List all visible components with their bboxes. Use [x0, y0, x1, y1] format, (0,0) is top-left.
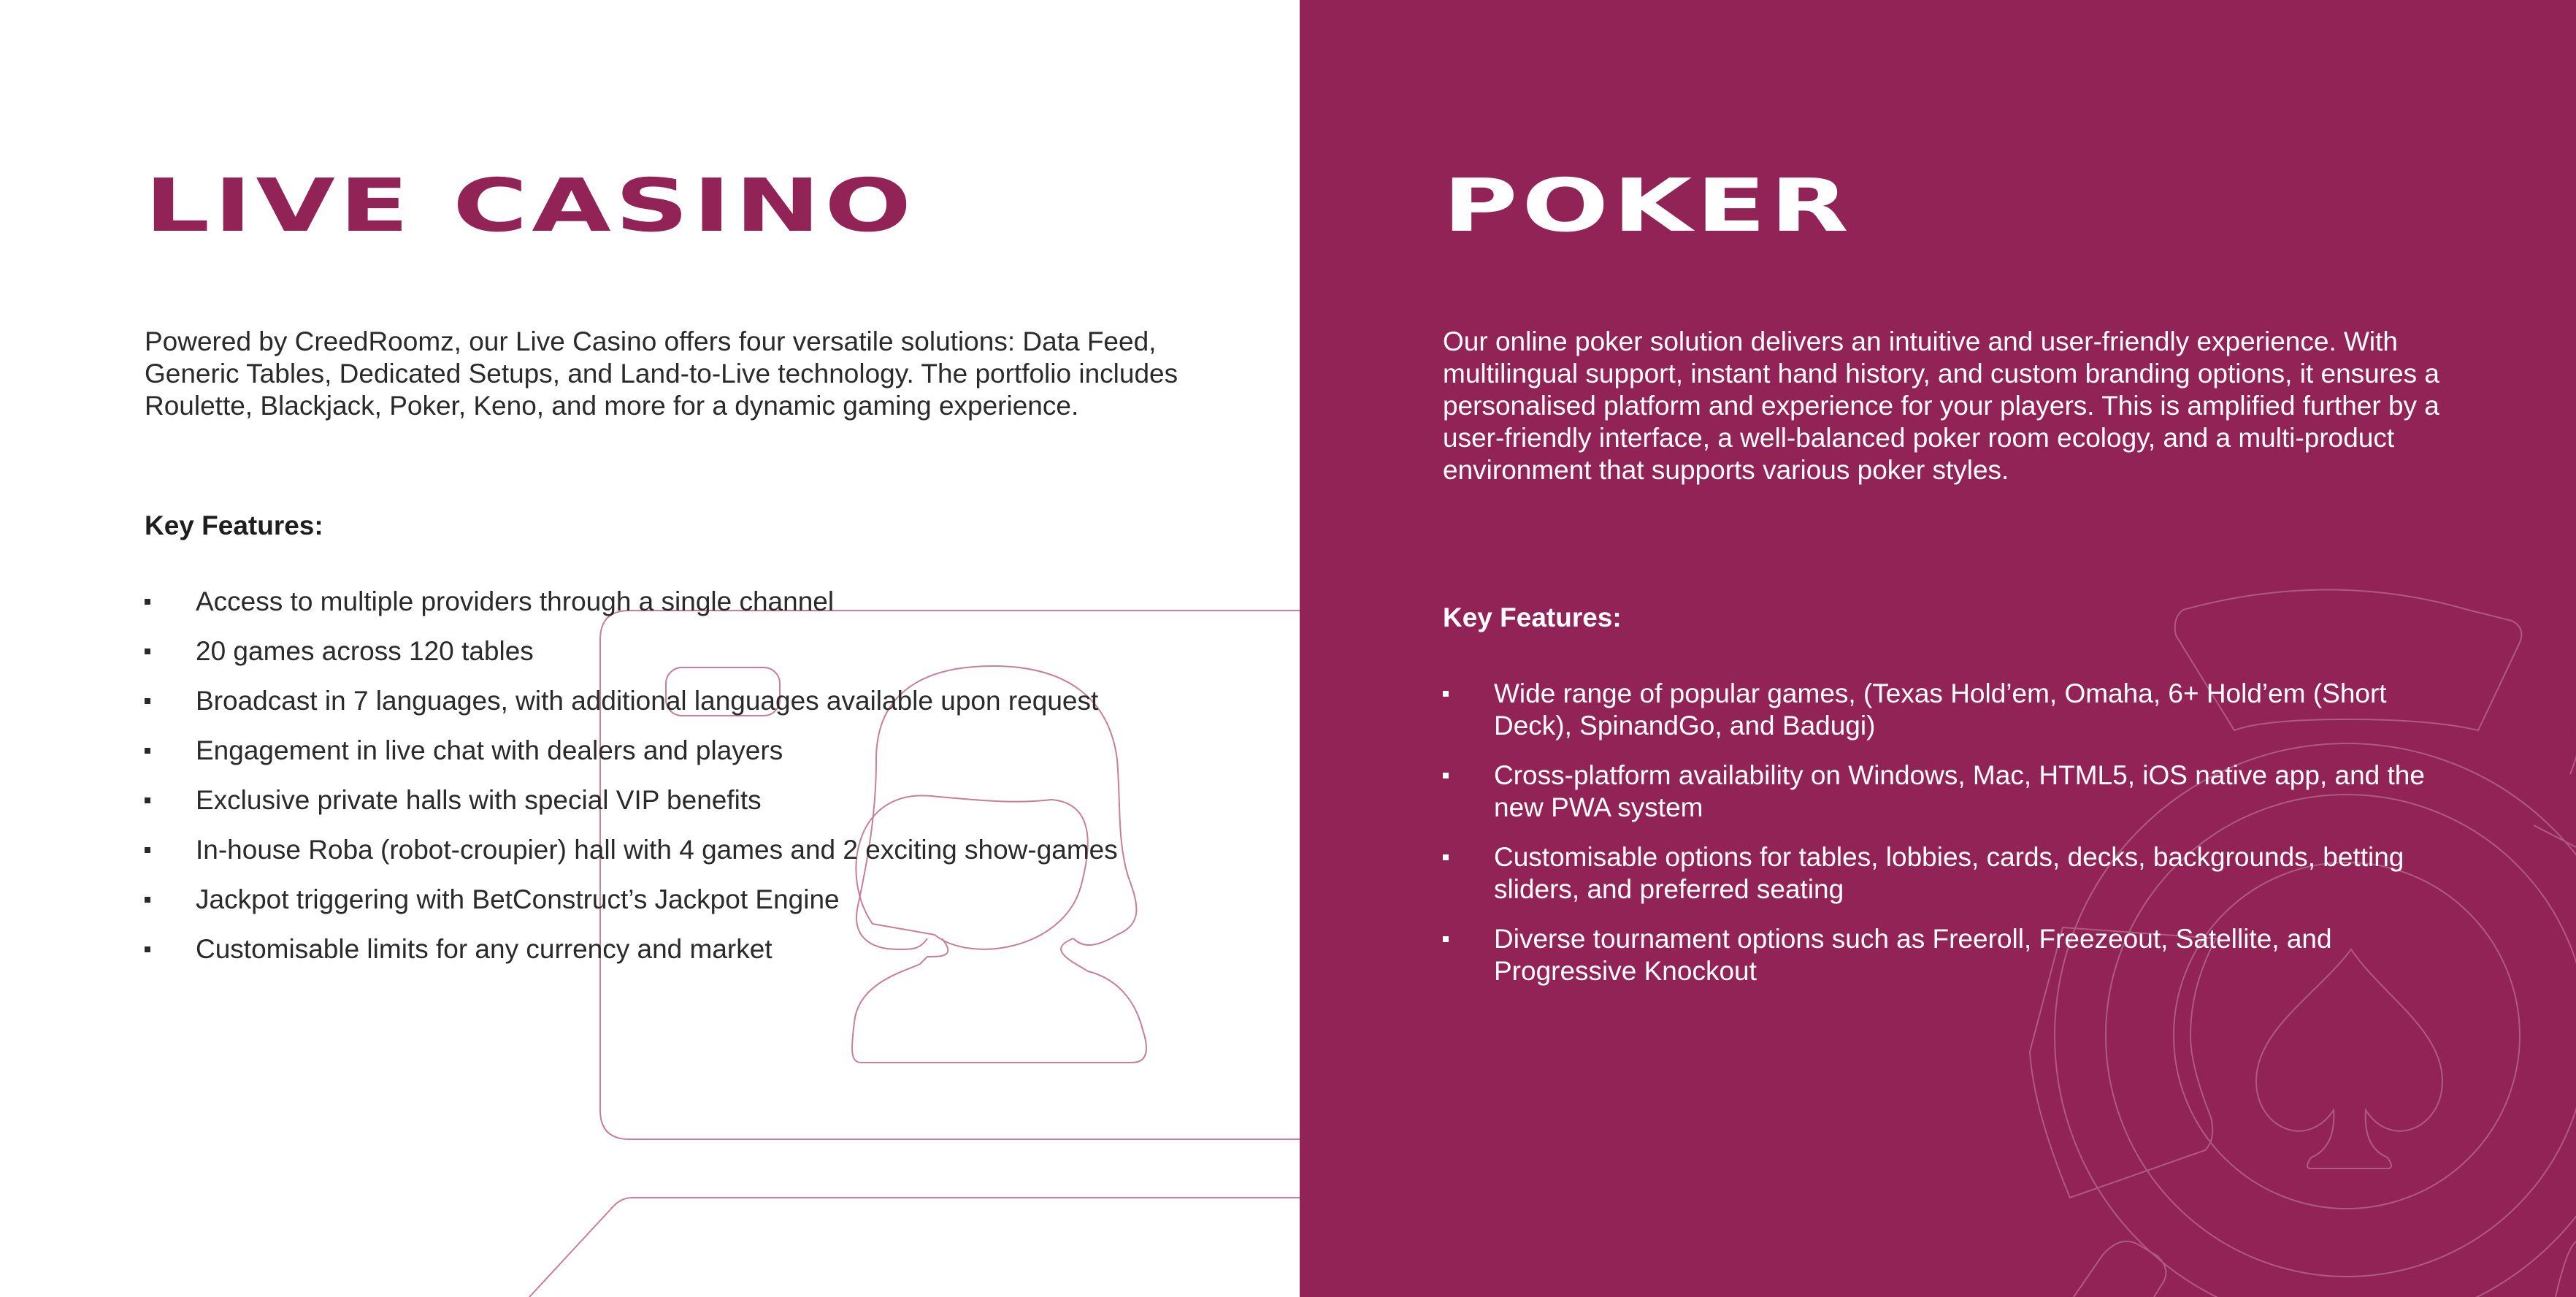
bullet-icon: [145, 748, 150, 754]
feature-list: [145, 586, 1167, 983]
bullet-icon: [145, 797, 150, 803]
list-item: Diverse tournament options such as Freeroll, Freezeout, Satellite, and Progressive Knockout: [1443, 923, 2465, 987]
bullet-icon: [1443, 854, 1449, 860]
bullet-icon: [145, 698, 150, 704]
list-item: In-house Roba (robot-croupier) hall with 4 games and 2 exciting show-games: [145, 834, 1167, 866]
features-heading: Key Features:: [1443, 602, 1622, 632]
bullet-icon: [145, 599, 150, 605]
bullet-icon: [1443, 691, 1449, 697]
list-item: Access to multiple providers through a single channel: [145, 586, 1167, 618]
bullet-icon: [145, 946, 150, 952]
list-item: Cross-platform availability on Windows, Mac, HTML5, iOS native app, and the new PWA system: [1443, 760, 2465, 824]
intro-paragraph: Powered by CreedRoomz, our Live Casino offers four versatile solutions: Data Feed, Generic Tables, Dedicated Setups, and Land-to-Live technology. The portfolio includes Roulette, Blackjack, Poker, Keno, and more for a dynamic gaming experience.: [145, 326, 1178, 421]
page-title: LIVE CASINO: [145, 163, 916, 248]
bullet-icon: [145, 648, 150, 654]
bullet-icon: [145, 847, 150, 853]
list-item: Engagement in live chat with dealers and players: [145, 735, 1167, 767]
list-item: Exclusive private halls with special VIP benefits: [145, 784, 1167, 816]
poker-panel: [1300, 0, 2576, 1297]
list-item: Wide range of popular games, (Texas Hold’em, Omaha, 6+ Hold’em (Short Deck), SpinandGo, and Badugi): [1443, 678, 2465, 742]
page-title: POKER: [1443, 163, 1853, 248]
list-item: Jackpot triggering with BetConstruct’s Jackpot Engine: [145, 884, 1167, 916]
bullet-icon: [145, 897, 150, 903]
list-item: 20 games across 120 tables: [145, 635, 1167, 667]
bullet-icon: [1443, 936, 1449, 942]
list-item: Customisable limits for any currency and market: [145, 933, 1167, 965]
feature-list: [1443, 678, 2465, 1005]
list-item: Customisable options for tables, lobbies, cards, decks, backgrounds, betting sliders, and preferred seating: [1443, 841, 2465, 906]
intro-paragraph: Our online poker solution delivers an intuitive and user-friendly experience. With multilingual support, instant hand history, and custom branding options, it ensures a personalised platform and experience for your players. This is amplified further by a user-friendly interface, a well-balanced poker room ecology, and a multi-product environment that supports various poker styles.: [1443, 326, 2439, 485]
features-heading: Key Features:: [145, 510, 323, 540]
bullet-icon: [1443, 773, 1449, 778]
list-item: Broadcast in 7 languages, with additional languages available upon request: [145, 685, 1167, 717]
